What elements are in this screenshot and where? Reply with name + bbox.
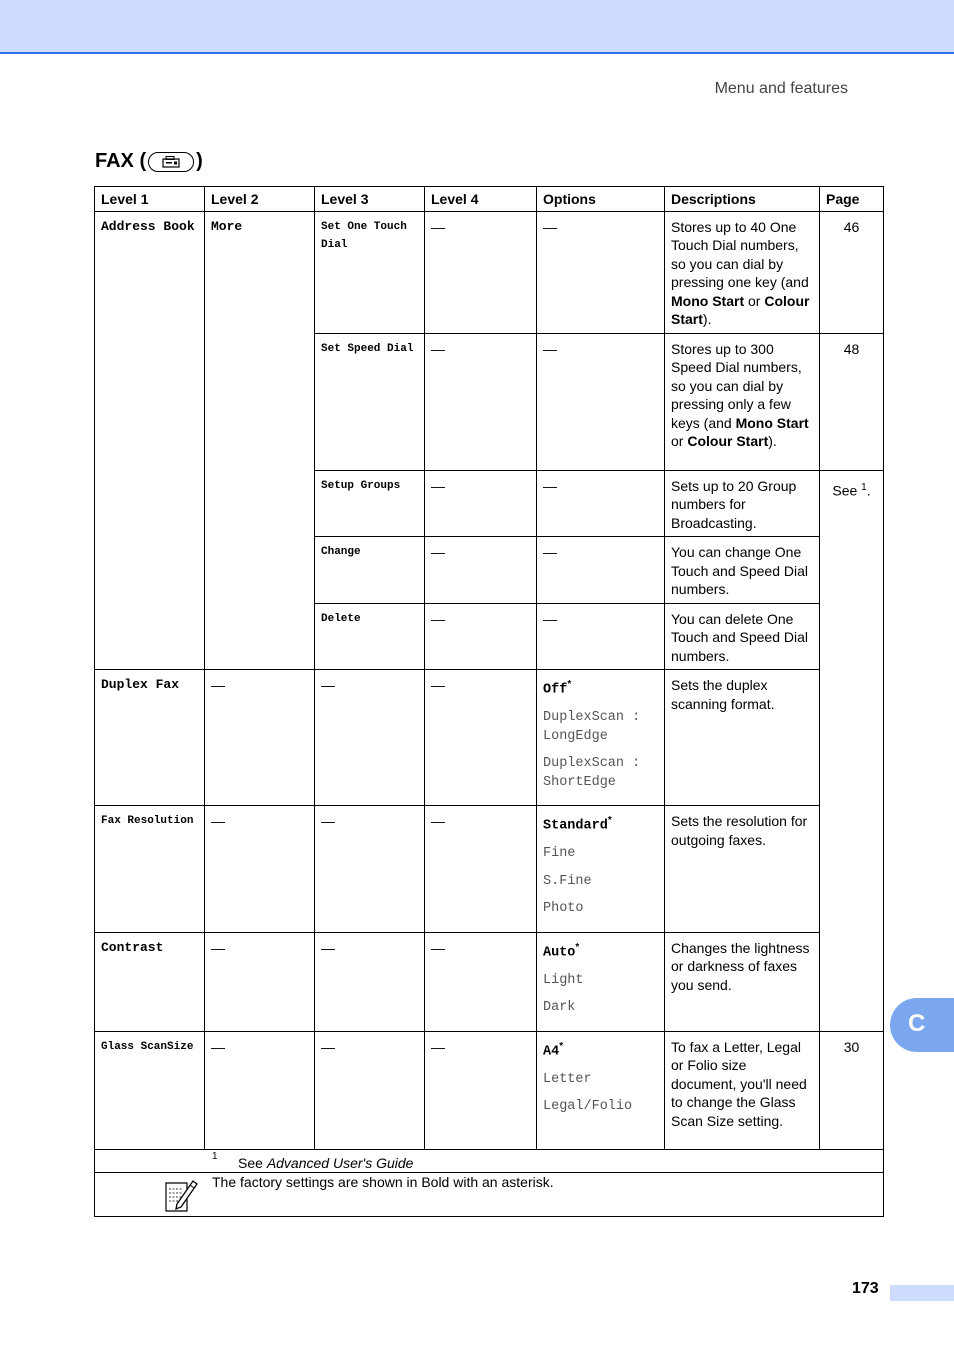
chapter-letter: C [908, 1010, 926, 1037]
option-default [543, 812, 658, 836]
level4-cell: — [425, 670, 537, 806]
table-row [95, 1031, 884, 1149]
note-text: The factory settings are shown in Bold with an asterisk. [212, 1173, 554, 1190]
fax-key-icon [148, 152, 194, 172]
option-label: A4 [543, 1044, 560, 1059]
level3-cell: — [315, 1031, 425, 1149]
default-marker: * [567, 679, 572, 690]
desc-text: Stores up to 40 One Touch Dial numbers, so you can dial by pressing one key (and [671, 218, 809, 290]
level3-cell: — [315, 806, 425, 933]
level1-cell: Duplex Fax [95, 670, 205, 806]
desc-bold: Mono Start [735, 414, 809, 431]
chapter-tab [890, 998, 954, 1052]
footnote-number: 1 [212, 1150, 218, 1162]
column-header: Page [820, 187, 884, 212]
options-cell: — [537, 333, 665, 470]
desc-bold: Colour Start [687, 433, 769, 449]
description-cell: Sets the resolution for outgoing faxes. [665, 806, 820, 933]
level2-cell: More [205, 211, 315, 670]
description-cell [665, 211, 820, 333]
description-cell: Sets the duplex scanning format. [665, 670, 820, 806]
level1-cell: Contrast [95, 932, 205, 1031]
option: DuplexScan : LongEdge [543, 710, 641, 744]
level2-cell: — [205, 932, 315, 1031]
footnote-text [238, 1154, 413, 1173]
level3-cell: — [315, 670, 425, 806]
option: Letter [543, 1071, 592, 1087]
level1-cell: Address Book [95, 211, 205, 670]
table-row [95, 806, 884, 933]
option: Legal/Folio [543, 1099, 633, 1114]
level4-cell: — [425, 932, 537, 1031]
table-header-row [95, 187, 884, 212]
column-header: Level 4 [425, 187, 537, 212]
fax-menu-table [94, 186, 884, 1217]
default-marker: * [607, 815, 612, 826]
option-label: Standard [543, 818, 608, 834]
description-cell [665, 333, 820, 470]
top-banner [0, 0, 954, 54]
level3-cell: Delete [315, 603, 425, 670]
description-cell: Changes the lightness or darkness of faxes you send. [665, 932, 820, 1031]
level4-cell: — [425, 470, 537, 537]
column-header: Level 3 [315, 187, 425, 212]
title-text-before: FAX ( [95, 150, 147, 172]
desc-text: ). [702, 311, 712, 327]
column-header: Level 1 [95, 187, 205, 212]
level3-cell: — [315, 932, 425, 1031]
option: Photo [543, 901, 584, 916]
description-cell: You can change One Touch and Speed Dial numbers. [665, 537, 820, 604]
option-default [543, 1038, 658, 1062]
level1-cell: Fax Resolution [95, 806, 205, 933]
option: S.Fine [543, 873, 592, 889]
footnote-see: See [238, 1154, 267, 1171]
page-cell: 46 [820, 211, 884, 333]
option: Dark [543, 1000, 576, 1015]
desc-text: or [671, 433, 688, 449]
note-pencil-icon [163, 1177, 199, 1218]
option-default [543, 676, 658, 700]
options-cell: — [537, 537, 665, 604]
level4-cell: — [425, 1031, 537, 1149]
desc-text: Stores up to 300 Speed Dial numbers, so you can dial by pressing only a few keys (and [671, 340, 802, 431]
options-cell [537, 670, 665, 806]
page-number: 173 [852, 1280, 879, 1297]
level4-cell: — [425, 537, 537, 604]
level3-cell: Set Speed Dial [315, 333, 425, 470]
level2-cell: — [205, 1031, 315, 1149]
footnote-guide-title: Advanced User's Guide [266, 1154, 414, 1171]
column-header: Descriptions [665, 187, 820, 212]
desc-text: ). [768, 433, 777, 449]
options-cell [537, 806, 665, 933]
option: DuplexScan : ShortEdge [543, 756, 641, 790]
table-row [95, 670, 884, 806]
desc-bold: Colour Start [671, 292, 810, 327]
option-label: Auto [543, 945, 576, 960]
title-text-after: ) [196, 150, 203, 172]
option: Fine [543, 846, 576, 861]
table-row [95, 211, 884, 333]
page-cell: 48 [820, 333, 884, 470]
note-row [95, 1172, 884, 1216]
level2-cell: — [205, 806, 315, 933]
page-cell [820, 470, 884, 1031]
footnote-ref: 1 [861, 481, 867, 493]
option: Light [543, 972, 584, 988]
options-cell: — [537, 211, 665, 333]
column-header: Level 2 [205, 187, 315, 212]
desc-text: or [744, 292, 765, 309]
options-cell [537, 932, 665, 1031]
level1-cell: Glass ScanSize [95, 1031, 205, 1149]
running-header: Menu and features [714, 80, 848, 97]
page-number-bar [890, 1285, 954, 1301]
page-cell: 30 [820, 1031, 884, 1149]
description-cell: Sets up to 20 Group numbers for Broadcasting. [665, 470, 820, 537]
options-cell: — [537, 470, 665, 537]
footnote [95, 1150, 883, 1172]
level4-cell: — [425, 806, 537, 933]
desc-bold: Mono Start [671, 292, 745, 309]
options-cell: — [537, 603, 665, 670]
option-label: Off [543, 682, 568, 698]
level2-cell: — [205, 670, 315, 806]
level3-cell: Set One Touch Dial [315, 211, 425, 333]
column-header: Options [537, 187, 665, 212]
level4-cell: — [425, 333, 537, 470]
level3-cell: Change [315, 537, 425, 604]
see-text: . [866, 482, 871, 499]
section-title [95, 150, 203, 173]
options-cell [537, 1031, 665, 1149]
table-row [95, 932, 884, 1031]
level4-cell: — [425, 211, 537, 333]
footnote-row [95, 1149, 884, 1172]
default-marker: * [559, 1040, 564, 1052]
default-marker: * [575, 941, 580, 953]
option-default [543, 939, 658, 963]
see-text: See [832, 482, 862, 499]
description-cell: To fax a Letter, Legal or Folio size document, you'll need to change the Glass Scan Size setting. [665, 1031, 820, 1149]
level3-cell: Setup Groups [315, 470, 425, 537]
description-cell: You can delete One Touch and Speed Dial numbers. [665, 603, 820, 670]
level4-cell: — [425, 603, 537, 670]
